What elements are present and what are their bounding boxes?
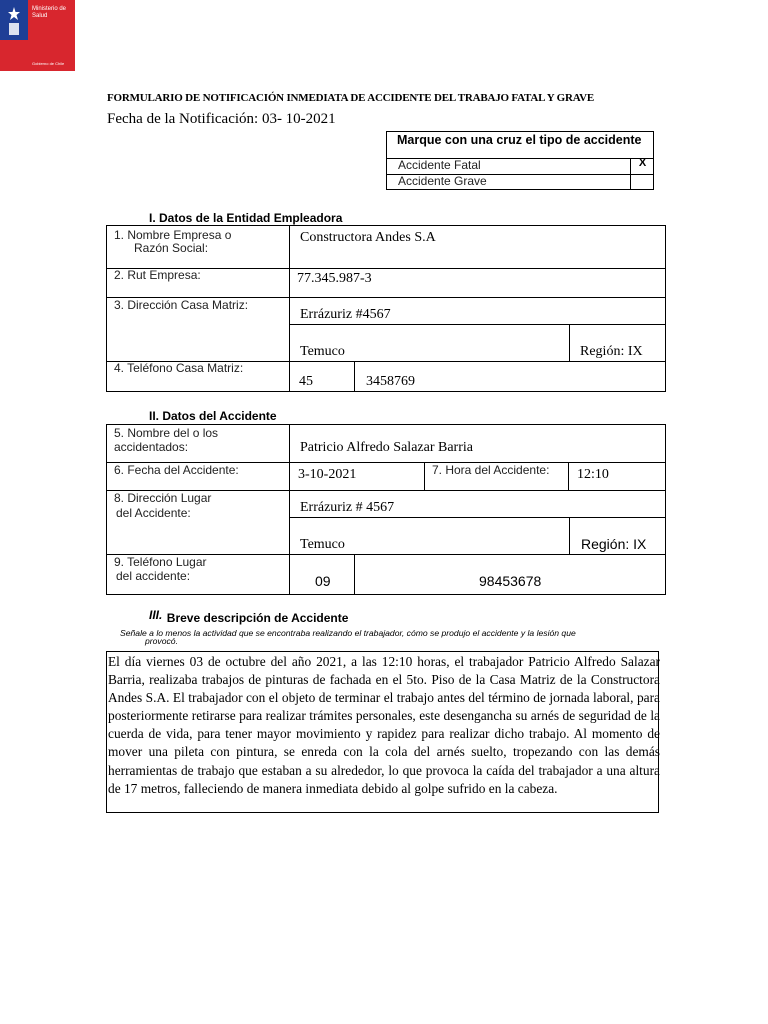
accident-name-value[interactable]: Patricio Alfredo Salazar Barria [300, 440, 473, 455]
phone-code-value[interactable]: 45 [299, 374, 313, 389]
description-text[interactable]: El día viernes 03 de octubre del año 2021, a las 12:10 horas, el trabajador Patricio Alfredo Salazar Barria, realizaba trabajos de pinturas de fachada en el 5to. Piso de la Casa Matriz de la Constructora Andes S.A. El trabajador con el objeto de terminar el trabajo antes del término de jornada laboral, para posteriormente retirarse para realizar trámites personales, este desengancha su arnés de seguridad de la cuerda de vida, para tener mayor movimiento y rapidez para realizar dicho trabajo. Al momento de mover una pileta con pintura, se enreda con la cola del arnés suelto, tropezando con las demás herramientas de trabajo que estaban a su alrededor, lo que provoca la caída del trabajador a una altura de 17 metros, falleciendo de manera inmediata debido al golpe sufrido en la cabeza. [108, 654, 660, 796]
notification-date-value: 03- 10-2021 [261, 111, 336, 127]
notification-date-label: Fecha de la Notificación: [107, 111, 259, 127]
logo-line-1: Ministerio de Salud [32, 6, 67, 19]
accident-place-label: 8. Dirección Lugar del Accidente: [114, 491, 212, 520]
address-city-value[interactable]: Temuco [300, 344, 345, 359]
phone-label: 4. Teléfono Casa Matriz: [114, 361, 244, 375]
option-fatal-label: Accidente Fatal [398, 158, 481, 172]
accident-date-value[interactable]: 3-10-2021 [298, 467, 357, 482]
accident-region-value[interactable]: Región: IX [581, 536, 647, 552]
accident-phone-code[interactable]: 09 [315, 573, 331, 589]
logo-footer: Gobierno de Chile [32, 61, 65, 66]
accident-phone-label: 9. Teléfono Lugar del accidente: [114, 555, 207, 583]
address-value[interactable]: Errázuriz #4567 [300, 307, 391, 322]
section-description-number: III. [149, 608, 163, 622]
option-fatal-mark[interactable]: X [638, 157, 647, 169]
notification-date [107, 111, 336, 128]
accident-place-value[interactable]: Errázuriz # 4567 [300, 500, 395, 515]
option-grave-mark[interactable] [631, 175, 654, 190]
accident-phone-number[interactable]: 98453678 [479, 573, 542, 589]
ministerio-salud-logo [0, 0, 75, 71]
accident-time-label: 7. Hora del Accidente: [432, 463, 550, 477]
coat-of-arms-icon [4, 4, 24, 38]
company-label: 1. Nombre Empresa o Razón Social: [114, 228, 232, 255]
section-employer-title: I. Datos de la Entidad Empleadora [149, 211, 343, 225]
accident-date-label: 6. Fecha del Accidente: [114, 463, 239, 477]
section-description-title: III. Breve descripción de Accidente [149, 608, 349, 625]
accident-time-value[interactable]: 12:10 [577, 467, 609, 482]
accident-type-heading: Marque con una cruz el tipo de accidente [397, 133, 642, 147]
section-accident-title: II. Datos del Accidente [149, 409, 277, 423]
form-title: FORMULARIO DE NOTIFICACIÓN INMEDIATA DE ACCIDENTE DEL TRABAJO FATAL Y GRAVE [107, 92, 594, 104]
logo-red-field [0, 40, 28, 71]
accident-name-label: 5. Nombre del o los accidentados: [114, 426, 219, 454]
address-region-value[interactable]: Región: IX [580, 344, 643, 359]
address-label: 3. Dirección Casa Matriz: [114, 298, 249, 312]
accident-city-value[interactable]: Temuco [300, 537, 345, 552]
option-grave-label: Accidente Grave [398, 174, 487, 188]
phone-number-value[interactable]: 3458769 [366, 374, 415, 389]
rut-value[interactable]: 77.345.987-3 [297, 271, 372, 286]
rut-label: 2. Rut Empresa: [114, 268, 201, 282]
company-value[interactable]: Constructora Andes S.A [300, 230, 436, 245]
description-instruction: Señale a lo menos la actividad que se encontraba realizando el trabajador, cómo se produjo el accidente y la lesión que provocó. [120, 628, 576, 646]
